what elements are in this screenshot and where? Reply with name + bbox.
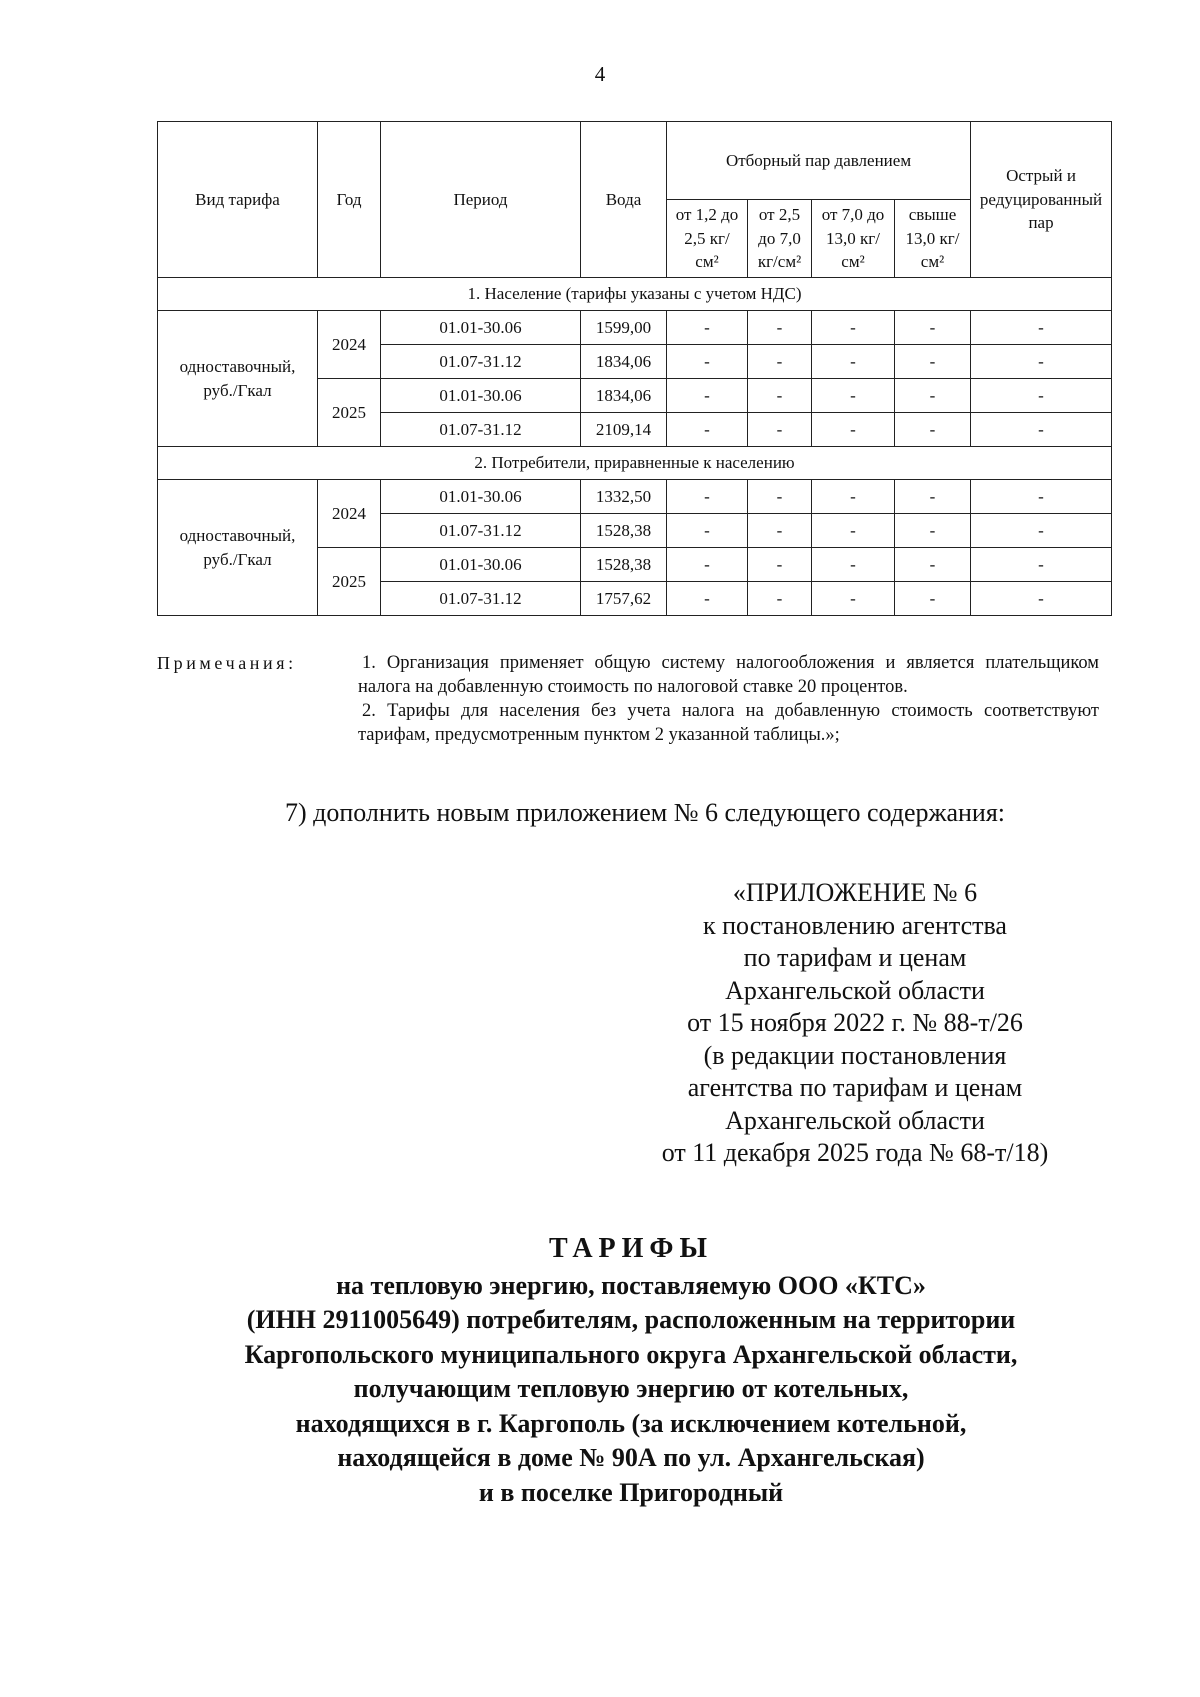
value-cell: - bbox=[812, 413, 895, 447]
title-line: получающим тепловую энергию от котельных, bbox=[353, 1374, 909, 1403]
year-cell: 2025 bbox=[318, 548, 381, 616]
water-cell: 1834,06 bbox=[581, 345, 667, 379]
note-1: 1. Организация применяет общую систему налогообложения и является плательщиком налога на добавленную стоимость по налоговой ставке 20 процентов. bbox=[358, 653, 1099, 697]
water-cell: 1599,00 bbox=[581, 311, 667, 345]
value-cell: - bbox=[748, 582, 812, 616]
value-cell: - bbox=[895, 413, 971, 447]
value-cell: - bbox=[748, 413, 812, 447]
appendix-line: от 11 декабря 2025 года № 68-т/18) bbox=[661, 1138, 1049, 1167]
value-cell: - bbox=[667, 514, 748, 548]
value-cell: - bbox=[895, 379, 971, 413]
header-steam-4: свыше 13,0 кг/см² bbox=[895, 200, 971, 278]
header-period: Период bbox=[381, 122, 581, 278]
year-cell: 2024 bbox=[318, 311, 381, 379]
value-cell: - bbox=[895, 582, 971, 616]
value-cell: - bbox=[895, 514, 971, 548]
header-steam-2: от 2,5 до 7,0 кг/см² bbox=[748, 200, 812, 278]
appendix-line: к постановлению агентства bbox=[703, 910, 1007, 940]
title-main: ТАРИФЫ bbox=[549, 1233, 713, 1264]
tariff-type-cell: одноставочный, руб./Гкал bbox=[158, 311, 318, 447]
title-line: (ИНН 2911005649) потребителям, расположенным на территории bbox=[246, 1305, 1016, 1334]
value-cell: - bbox=[812, 311, 895, 345]
value-cell: - bbox=[667, 548, 748, 582]
table-row bbox=[158, 311, 1112, 345]
year-cell: 2025 bbox=[318, 379, 381, 447]
notes-label: Примечания: bbox=[157, 653, 297, 673]
page-number: 4 bbox=[594, 62, 606, 86]
appendix-line: по тарифам и ценам bbox=[743, 943, 967, 972]
header-steam-group: Отборный пар давлением bbox=[667, 122, 971, 200]
value-cell: - bbox=[971, 379, 1112, 413]
title-line: и в поселке Пригородный bbox=[478, 1477, 784, 1507]
value-cell: - bbox=[812, 514, 895, 548]
value-cell: - bbox=[895, 548, 971, 582]
appendix-line: агентства по тарифам и ценам bbox=[687, 1073, 1023, 1102]
tariff-type-cell: одноставочный, руб./Гкал bbox=[158, 480, 318, 616]
title-line: находящихся в г. Каргополь (за исключением котельной, bbox=[295, 1408, 967, 1438]
value-cell: - bbox=[812, 480, 895, 514]
value-cell: - bbox=[748, 311, 812, 345]
header-tariff-type: Вид тарифа bbox=[158, 122, 318, 278]
title-line: Каргопольского муниципального округа Архангельской области, bbox=[244, 1339, 1018, 1369]
value-cell: - bbox=[667, 582, 748, 616]
value-cell: - bbox=[971, 345, 1112, 379]
appendix-line: (в редакции постановления bbox=[703, 1040, 1007, 1070]
value-cell: - bbox=[748, 548, 812, 582]
appendix-line: Архангельской области bbox=[725, 1105, 985, 1135]
section-row bbox=[158, 278, 1112, 311]
water-cell: 1332,50 bbox=[581, 480, 667, 514]
year-cell: 2024 bbox=[318, 480, 381, 548]
value-cell: - bbox=[748, 480, 812, 514]
section-title: 1. Население (тарифы указаны с учетом НДС) bbox=[158, 278, 1112, 311]
title-line: на тепловую энергию, поставляемую ООО «КТС» bbox=[336, 1270, 926, 1300]
water-cell: 1834,06 bbox=[581, 379, 667, 413]
value-cell: - bbox=[812, 345, 895, 379]
value-cell: - bbox=[667, 345, 748, 379]
value-cell: - bbox=[812, 379, 895, 413]
value-cell: - bbox=[971, 548, 1112, 582]
value-cell: - bbox=[971, 311, 1112, 345]
value-cell: - bbox=[748, 514, 812, 548]
section-title: 2. Потребители, приравненные к населению bbox=[158, 447, 1112, 480]
value-cell: - bbox=[971, 582, 1112, 616]
period-cell: 01.07-31.12 bbox=[381, 582, 581, 616]
value-cell: - bbox=[971, 413, 1112, 447]
value-cell: - bbox=[748, 379, 812, 413]
value-cell: - bbox=[667, 413, 748, 447]
water-cell: 1528,38 bbox=[581, 548, 667, 582]
header-year: Год bbox=[318, 122, 381, 278]
value-cell: - bbox=[812, 582, 895, 616]
value-cell: - bbox=[667, 311, 748, 345]
water-cell: 2109,14 bbox=[581, 413, 667, 447]
document-title bbox=[0, 1232, 1200, 1510]
section-row bbox=[158, 447, 1112, 480]
value-cell: - bbox=[667, 379, 748, 413]
value-cell: - bbox=[895, 311, 971, 345]
intro-paragraph: 7) дополнить новым приложением № 6 следующего содержания: bbox=[284, 798, 1006, 827]
header-steam-1: от 1,2 до 2,5 кг/см² bbox=[667, 200, 748, 278]
value-cell: - bbox=[748, 345, 812, 379]
value-cell: - bbox=[812, 548, 895, 582]
period-cell: 01.01-30.06 bbox=[381, 311, 581, 345]
value-cell: - bbox=[895, 345, 971, 379]
period-cell: 01.07-31.12 bbox=[381, 413, 581, 447]
header-sharp-steam: Острый и редуцированный пар bbox=[971, 122, 1112, 278]
period-cell: 01.01-30.06 bbox=[381, 480, 581, 514]
header-water: Вода bbox=[581, 122, 667, 278]
appendix-line: «ПРИЛОЖЕНИЕ № 6 bbox=[732, 878, 978, 907]
water-cell: 1528,38 bbox=[581, 514, 667, 548]
value-cell: - bbox=[971, 480, 1112, 514]
period-cell: 01.01-30.06 bbox=[381, 548, 581, 582]
note-2: 2. Тарифы для населения без учета налога на добавленную стоимость соответствуют тарифам, предусмотренным пунктом 2 указанной таблицы.»; bbox=[358, 701, 1099, 745]
tariff-table bbox=[157, 121, 1112, 616]
table-row bbox=[158, 480, 1112, 514]
value-cell: - bbox=[895, 480, 971, 514]
notes bbox=[358, 651, 1099, 747]
period-cell: 01.07-31.12 bbox=[381, 345, 581, 379]
appendix-header bbox=[590, 877, 1120, 1170]
header-steam-3: от 7,0 до 13,0 кг/см² bbox=[812, 200, 895, 278]
value-cell: - bbox=[971, 514, 1112, 548]
appendix-line: от 15 ноября 2022 г. № 88-т/26 bbox=[687, 1008, 1023, 1037]
appendix-line: Архангельской области bbox=[725, 975, 985, 1005]
value-cell: - bbox=[667, 480, 748, 514]
period-cell: 01.01-30.06 bbox=[381, 379, 581, 413]
period-cell: 01.07-31.12 bbox=[381, 514, 581, 548]
water-cell: 1757,62 bbox=[581, 582, 667, 616]
title-line: находящейся в доме № 90А по ул. Архангельская) bbox=[337, 1443, 925, 1472]
